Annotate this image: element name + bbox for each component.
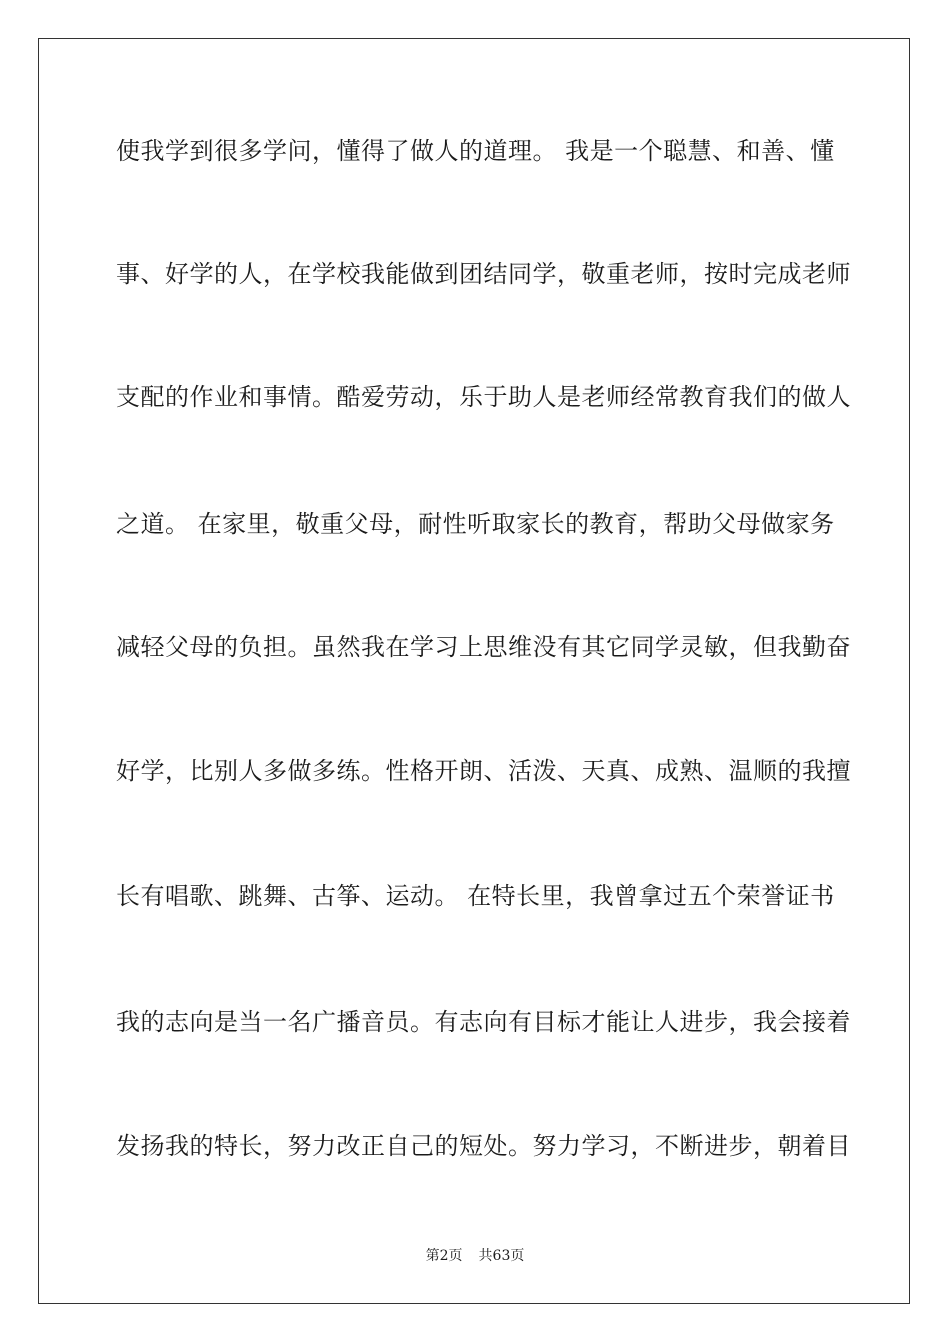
text-line-6: 好学，比别人多做多练。性格开朗、活泼、天真、成熟、温顺的我擅 [116, 757, 851, 785]
text-line-8: 我的志向是当一名广播音员。有志向有目标才能让人进步，我会接着 [116, 1008, 851, 1036]
page-frame [38, 38, 910, 1304]
text-line-2: 事、好学的人，在学校我能做到团结同学，敬重老师，按时完成老师 [116, 260, 851, 288]
total-pages: 共63页 [478, 1248, 525, 1264]
text-line-7: 长有唱歌、跳舞、古筝、运动。 在特长里，我曾拿过五个荣誉证书 [116, 882, 835, 910]
text-line-3: 支配的作业和事情。酷爱劳动，乐于助人是老师经常教育我们的做人 [116, 383, 851, 411]
text-line-5: 减轻父母的负担。虽然我在学习上思维没有其它同学灵敏，但我勤奋 [116, 633, 851, 661]
page-number: 第2页 [425, 1248, 463, 1264]
text-line-9: 发扬我的特长，努力改正自己的短处。努力学习，不断进步，朝着目 [116, 1132, 851, 1160]
text-line-1: 使我学到很多学问，懂得了做人的道理。 我是一个聪慧、和善、懂 [116, 137, 835, 165]
page-footer [0, 1247, 950, 1265]
text-line-4: 之道。 在家里，敬重父母，耐性听取家长的教育，帮助父母做家务 [116, 510, 835, 538]
